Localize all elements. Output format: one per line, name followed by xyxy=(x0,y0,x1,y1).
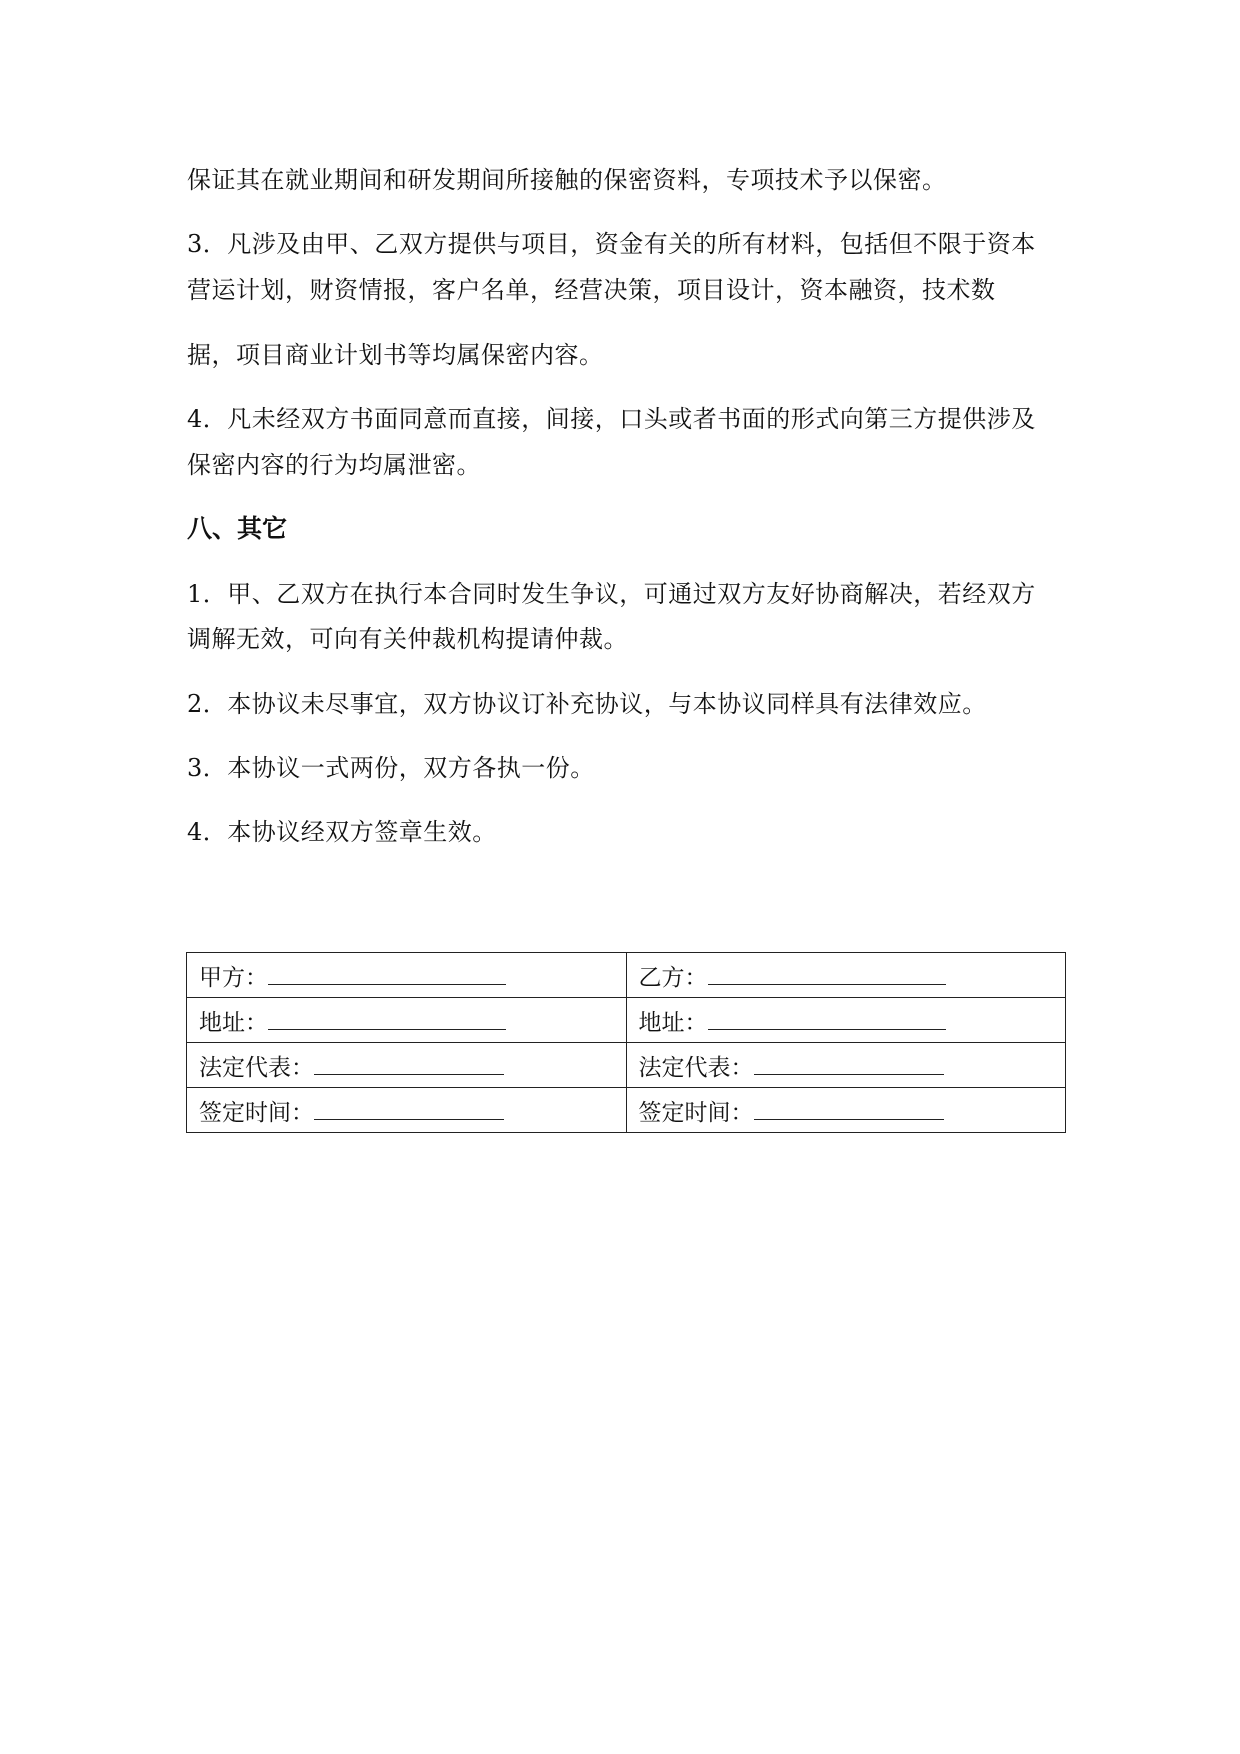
clause-8-2: 2．本协议未尽事宜，双方协议订补充协议，与本协议同样具有法律效应。 xyxy=(187,690,987,718)
party-a-blank[interactable] xyxy=(268,964,506,985)
date-b-blank[interactable] xyxy=(754,1099,944,1120)
clause-8-1-line-1: 1．甲、乙双方在执行本合同时发生争议，可通过双方友好协商解决，若经双方 xyxy=(187,580,1036,608)
clause-7-3-line-3: 据，项目商业计划书等均属保密内容。 xyxy=(187,341,604,369)
clause-7-4-line-1: 4．凡未经双方书面同意而直接，间接，口头或者书面的形式向第三方提供涉及 xyxy=(187,405,1036,433)
representative-a-label: 法定代表： xyxy=(199,1054,314,1081)
address-b-cell xyxy=(626,998,1066,1043)
address-a-cell xyxy=(187,998,627,1043)
clause-8-4: 4．本协议经双方签章生效。 xyxy=(187,818,497,846)
table-row xyxy=(187,953,1066,998)
date-a-label: 签定时间： xyxy=(199,1099,314,1126)
date-a-cell xyxy=(187,1088,627,1133)
address-b-blank[interactable] xyxy=(708,1009,946,1030)
representative-b-blank[interactable] xyxy=(754,1054,944,1075)
signature-table xyxy=(186,952,1066,1133)
address-b-label: 地址： xyxy=(638,1009,708,1036)
clause-7-3-line-1: 3．凡涉及由甲、乙双方提供与项目，资金有关的所有材料，包括但不限于资本 xyxy=(187,230,1036,258)
party-a-label: 甲方： xyxy=(199,964,268,991)
party-b-blank[interactable] xyxy=(708,964,946,985)
confidentiality-continuation-line: 保证其在就业期间和研发期间所接触的保密资料，专项技术予以保密。 xyxy=(187,166,947,194)
table-row xyxy=(187,998,1066,1043)
clause-8-1-line-2: 调解无效，可向有关仲裁机构提请仲裁。 xyxy=(187,625,628,653)
clause-7-3-line-2: 营运计划，财资情报，客户名单，经营决策，项目设计，资本融资，技术数 xyxy=(187,276,996,304)
address-a-label: 地址： xyxy=(199,1009,268,1036)
table-row xyxy=(187,1043,1066,1088)
party-b-label: 乙方： xyxy=(638,964,708,991)
representative-b-cell xyxy=(626,1043,1066,1088)
clause-7-4-line-2: 保密内容的行为均属泄密。 xyxy=(187,451,481,479)
date-b-cell xyxy=(626,1088,1066,1133)
address-a-blank[interactable] xyxy=(268,1009,506,1030)
representative-a-blank[interactable] xyxy=(314,1054,504,1075)
party-a-cell xyxy=(187,953,627,998)
party-b-cell xyxy=(626,953,1066,998)
date-a-blank[interactable] xyxy=(314,1099,504,1120)
section-8-heading: 八、其它 xyxy=(187,514,288,543)
date-b-label: 签定时间： xyxy=(638,1099,754,1126)
representative-b-label: 法定代表： xyxy=(638,1054,754,1081)
representative-a-cell xyxy=(187,1043,627,1088)
table-row xyxy=(187,1088,1066,1133)
clause-8-3: 3．本协议一式两份，双方各执一份。 xyxy=(187,754,595,782)
